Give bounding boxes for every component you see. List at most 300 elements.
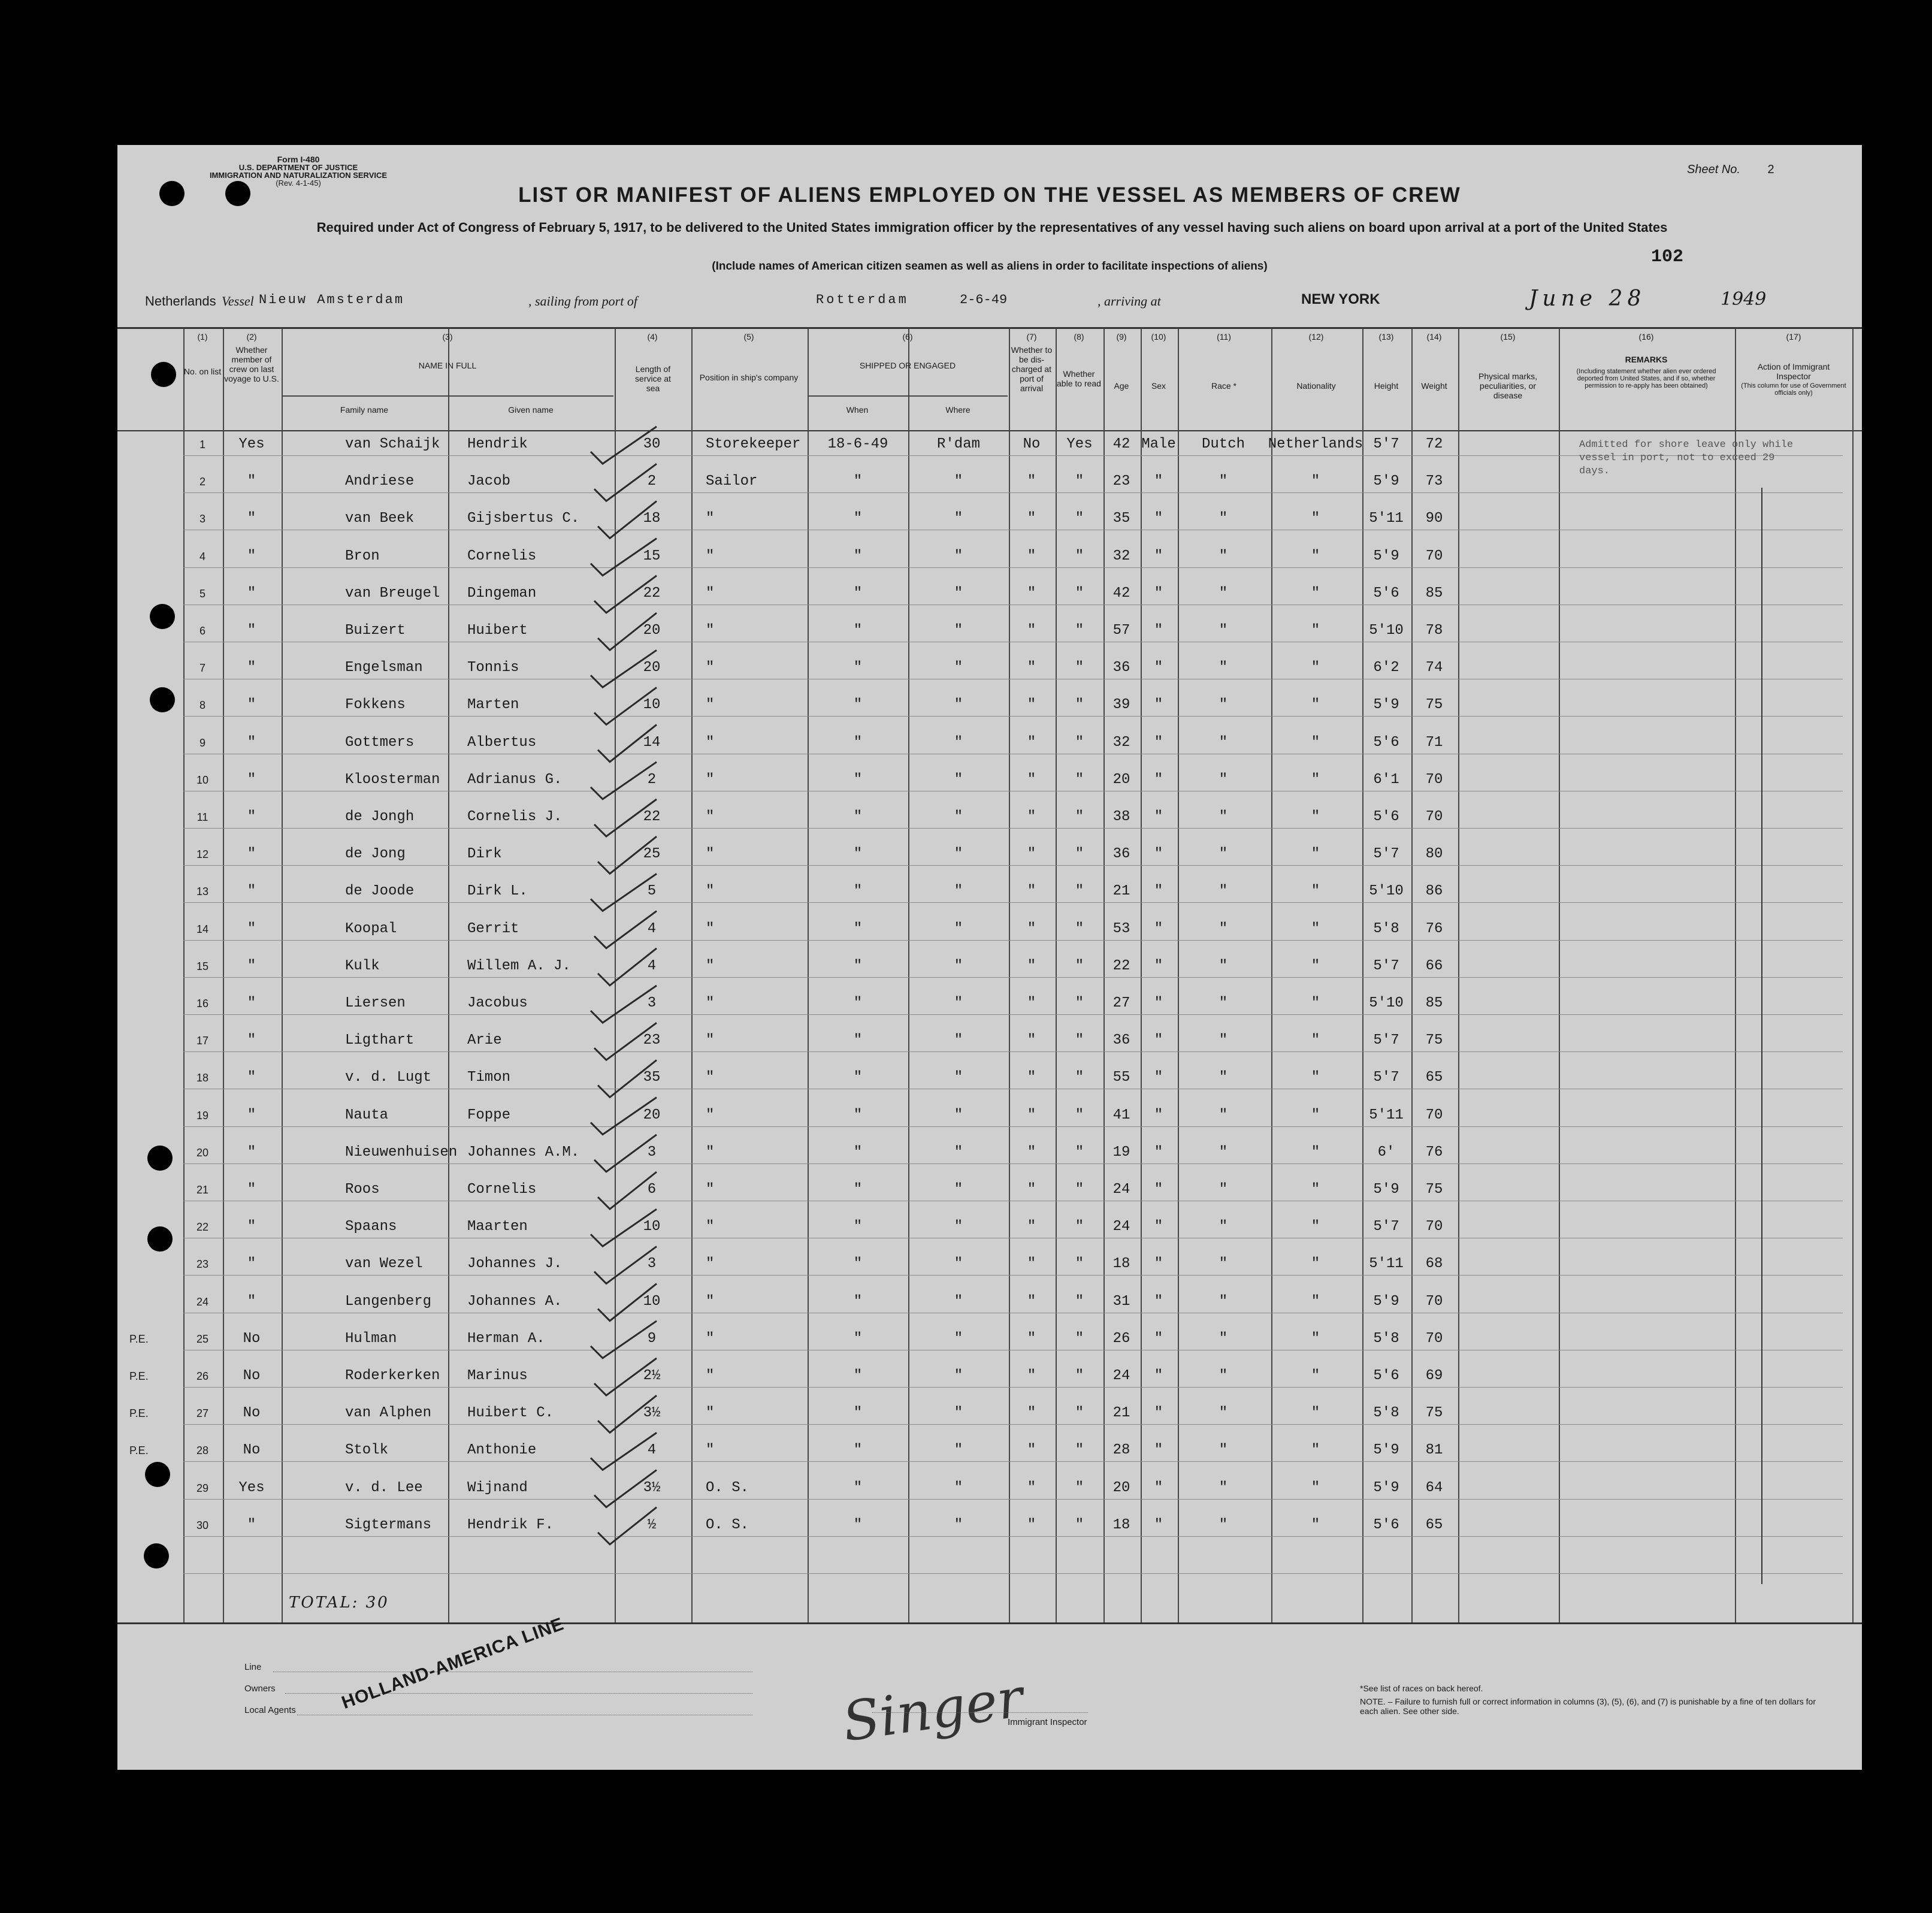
cell-discharge: " (1027, 1330, 1036, 1347)
agents-label: Local Agents (244, 1705, 296, 1715)
col-action-detail: (This column for use of Government officials only) (1741, 382, 1846, 397)
cell-position: " (706, 920, 715, 937)
cell-service: 4 (647, 920, 657, 937)
cell-given: Maarten (467, 1219, 528, 1235)
col-num-14: (14) (1426, 332, 1442, 342)
cell-family: Andriese (345, 473, 415, 490)
cell-when: " (853, 697, 863, 714)
cell-discharge: " (1027, 1219, 1036, 1235)
cell-given: Cornelis J. (467, 809, 563, 825)
col-label-3: NAME IN FULL (418, 361, 477, 370)
cell-service: 20 (643, 660, 661, 676)
cell-race: " (1219, 1219, 1228, 1235)
cell-race: " (1219, 1256, 1228, 1273)
cell-where: " (954, 1069, 963, 1086)
cell-discharge: " (1027, 622, 1036, 639)
col-label-10: Sex (1151, 381, 1166, 391)
col-label-14: Weight (1421, 381, 1447, 391)
cell-where: " (954, 1256, 963, 1273)
cell-service: 6 (647, 1181, 657, 1198)
cell-no: 21 (196, 1184, 209, 1196)
cell-height: 5'6 (1373, 1516, 1399, 1533)
cell-race: " (1219, 1032, 1228, 1049)
cell-where: " (954, 1144, 963, 1161)
cell-race: " (1219, 883, 1228, 900)
col-num-17: (17) (1786, 332, 1801, 342)
fine-note (1360, 1697, 1821, 1716)
cell-nat: " (1311, 1479, 1320, 1496)
cell-weight: 68 (1425, 1256, 1443, 1273)
cell-where: " (954, 1330, 963, 1347)
cell-given: Johannes J. (467, 1256, 563, 1273)
cell-no: 6 (199, 625, 205, 637)
cell-no: 1 (199, 439, 205, 451)
col-num-5: (5) (743, 332, 754, 342)
cell-when: " (853, 660, 863, 676)
cell-read: " (1075, 548, 1084, 564)
cell-last: " (247, 1516, 256, 1533)
cell-family: Kloosterman (345, 771, 440, 788)
cell-where: " (954, 809, 963, 825)
cell-when: " (853, 995, 863, 1011)
col-num-15: (15) (1500, 332, 1516, 342)
cell-nat: " (1311, 1219, 1320, 1235)
cell-last: " (247, 622, 256, 639)
cell-no: 9 (199, 736, 205, 749)
cell-read: " (1075, 920, 1084, 937)
col-label-12: Nationality (1296, 381, 1336, 391)
cell-service: 2½ (643, 1368, 661, 1384)
cell-weight: 70 (1425, 1293, 1443, 1310)
cell-weight: 75 (1425, 1181, 1443, 1198)
cell-race: " (1219, 1405, 1228, 1422)
cell-where: " (954, 1032, 963, 1049)
cell-position: " (706, 585, 715, 602)
cell-service: 20 (643, 622, 661, 639)
col-label-15: Physical marks, peculiarities, or disease (1478, 371, 1538, 400)
cell-last: " (247, 1293, 256, 1310)
cell-height: 5'9 (1373, 473, 1399, 490)
cell-position: " (706, 1069, 715, 1086)
sheet-value: 2 (1767, 163, 1774, 176)
cell-position: " (706, 622, 715, 639)
cell-when: " (853, 1181, 863, 1198)
cell-position: " (706, 1032, 715, 1049)
cell-where: " (954, 734, 963, 751)
cell-position: " (706, 957, 715, 974)
cell-family: van Wezel (345, 1256, 423, 1273)
col-num-2: (2) (246, 332, 257, 342)
cell-race: " (1219, 1330, 1228, 1347)
cell-last: " (247, 957, 256, 974)
cell-age: 20 (1112, 1479, 1130, 1496)
col-num-10: (10) (1151, 332, 1166, 342)
cell-no: 12 (196, 848, 209, 861)
cell-weight: 64 (1425, 1479, 1443, 1496)
cell-read: " (1075, 995, 1084, 1011)
cell-position: " (706, 1144, 715, 1161)
cell-weight: 66 (1425, 957, 1443, 974)
cell-service: 3½ (643, 1479, 661, 1496)
cell-read: " (1075, 1107, 1084, 1123)
cell-height: 5'9 (1373, 1293, 1399, 1310)
cell-when: " (853, 548, 863, 564)
cell-service: 4 (647, 957, 657, 974)
cell-where: " (954, 771, 963, 788)
arriving-label: , arriving at (1097, 294, 1161, 309)
cell-position: " (706, 510, 715, 527)
cell-where: " (954, 548, 963, 564)
cell-nat: " (1311, 1144, 1320, 1161)
cell-read: " (1075, 660, 1084, 676)
col-label-2: Whether member of crew on last voyage to U.S. (224, 345, 279, 383)
cell-service: 35 (643, 1069, 661, 1086)
cell-family: de Joode (345, 883, 415, 900)
cell-age: 24 (1112, 1368, 1130, 1384)
cell-height: 5'10 (1369, 883, 1404, 900)
cell-given: Johannes A. (467, 1293, 563, 1310)
cell-service: 4 (647, 1442, 657, 1459)
cell-age: 32 (1112, 734, 1130, 751)
col-num-8: (8) (1074, 332, 1084, 342)
cell-sex: " (1154, 1368, 1163, 1384)
cell-weight: 69 (1425, 1368, 1443, 1384)
cell-where: " (954, 1107, 963, 1123)
cell-family: Buizert (345, 622, 406, 639)
cell-no: 27 (196, 1407, 209, 1420)
cell-sex: " (1154, 995, 1163, 1011)
cell-given: Adrianus G. (467, 771, 563, 788)
cell-age: 42 (1112, 585, 1130, 602)
cell-height: 5'7 (1373, 1032, 1399, 1049)
cell-age: 35 (1112, 510, 1130, 527)
cell-nat: " (1311, 995, 1320, 1011)
cell-service: 3 (647, 1256, 657, 1273)
cell-last: Yes (238, 1479, 265, 1496)
cell-nat: " (1311, 957, 1320, 974)
cell-height: 5'6 (1373, 585, 1399, 602)
cell-height: 6' (1377, 1144, 1395, 1161)
cell-when: " (853, 585, 863, 602)
col-num-12: (12) (1308, 332, 1324, 342)
cell-race: " (1219, 473, 1228, 490)
cell-where: " (954, 883, 963, 900)
cell-age: 55 (1112, 1069, 1130, 1086)
cell-service: 15 (643, 548, 661, 564)
cell-position: " (706, 1442, 715, 1459)
cell-last: " (247, 1219, 256, 1235)
departure-port: Rotterdam (816, 292, 909, 307)
cell-family: v. d. Lugt (345, 1069, 432, 1086)
cell-position: " (706, 548, 715, 564)
cell-last: " (247, 809, 256, 825)
cell-where: " (954, 622, 963, 639)
cell-position: " (706, 809, 715, 825)
cell-when: " (853, 920, 863, 937)
cell-family: Nieuwenhuisen (345, 1144, 458, 1161)
races-note: *See list of races on back hereof. (1360, 1684, 1483, 1693)
cell-read: " (1075, 1479, 1084, 1496)
cell-height: 5'8 (1373, 920, 1399, 937)
cell-discharge: " (1027, 1256, 1036, 1273)
cell-weight: 76 (1425, 920, 1443, 937)
cell-height: 6'1 (1373, 771, 1399, 788)
inspector-signature: Singer (839, 1666, 1027, 1754)
cell-when: " (853, 1368, 863, 1384)
cell-service: 25 (643, 846, 661, 863)
cell-discharge: " (1027, 1516, 1036, 1533)
cell-height: 5'11 (1369, 1107, 1404, 1123)
cell-no: 5 (199, 587, 205, 600)
cell-height: 5'8 (1373, 1405, 1399, 1422)
cell-discharge: " (1027, 734, 1036, 751)
cell-where: " (954, 1405, 963, 1422)
cell-last: " (247, 1144, 256, 1161)
cell-where: " (954, 585, 963, 602)
fine-note-text: – Failure to furnish full or correct information in columns (3), (5), (6), and (7) is punishable by a fine of ten dollars for each alien. See other side. (1360, 1697, 1816, 1716)
cell-race: " (1219, 622, 1228, 639)
cell-age: 24 (1112, 1219, 1130, 1235)
cell-race: " (1219, 548, 1228, 564)
cell-last: " (247, 920, 256, 937)
cell-last: " (247, 771, 256, 788)
cell-last: " (247, 585, 256, 602)
cell-read: " (1075, 1330, 1084, 1347)
cell-age: 38 (1112, 809, 1130, 825)
cell-sex: " (1154, 734, 1163, 751)
cell-discharge: " (1027, 585, 1036, 602)
cell-age: 28 (1112, 1442, 1130, 1459)
cell-age: 57 (1112, 622, 1130, 639)
cell-sex: " (1154, 1107, 1163, 1123)
cell-last: " (247, 697, 256, 714)
cell-read: " (1075, 1516, 1084, 1533)
cell-family: Koopal (345, 920, 397, 937)
cell-nat: " (1311, 1405, 1320, 1422)
cell-race: " (1219, 660, 1228, 676)
cell-sex: " (1154, 1293, 1163, 1310)
cell-discharge: " (1027, 473, 1036, 490)
cell-race: " (1219, 1293, 1228, 1310)
cell-given: Hendrik (467, 436, 528, 452)
cell-position: O. S. (706, 1516, 749, 1533)
document-subtitle: Required under Act of Congress of February 5, 1917, to be delivered to the United States immigration officer by the representatives of any vessel having such aliens on board upon arrival at a port of the United States (316, 220, 1668, 235)
cell-weight: 80 (1425, 846, 1443, 863)
cell-read: " (1075, 1219, 1084, 1235)
cell-height: 5'9 (1373, 1181, 1399, 1198)
remarks-note: Admitted for shore leave only while vessel in port, not to exceed 29 days. (1579, 439, 1794, 477)
cell-where: " (954, 1516, 963, 1533)
col-num-4: (4) (647, 332, 658, 342)
col-given: Given name (508, 405, 554, 415)
cell-weight: 85 (1425, 585, 1443, 602)
cell-nat: " (1311, 548, 1320, 564)
cell-where: " (954, 473, 963, 490)
cell-age: 20 (1112, 771, 1130, 788)
cell-no: 30 (196, 1519, 209, 1531)
col-num-6: (6) (902, 332, 913, 342)
cell-no: 29 (196, 1482, 209, 1494)
cell-nat: " (1311, 1069, 1320, 1086)
cell-discharge: " (1027, 548, 1036, 564)
cell-age: 23 (1112, 473, 1130, 490)
col-label-13: Height (1374, 381, 1399, 391)
departure-date: 2-6-49 (960, 292, 1008, 307)
cell-last: No (243, 1368, 261, 1384)
cell-discharge: " (1027, 510, 1036, 527)
col-where: Where (945, 405, 970, 415)
cell-age: 32 (1112, 548, 1130, 564)
cell-where: " (954, 697, 963, 714)
cell-sex: " (1154, 1330, 1163, 1347)
cell-nat: " (1311, 1181, 1320, 1198)
cell-position: " (706, 1107, 715, 1123)
sailing-label: , sailing from port of (528, 294, 637, 309)
cell-family: Fokkens (345, 697, 406, 714)
cell-nat: " (1311, 1256, 1320, 1273)
cell-family: Nauta (345, 1107, 389, 1123)
cell-position: " (706, 1368, 715, 1384)
cell-nat: " (1311, 1293, 1320, 1310)
cell-read: " (1075, 1405, 1084, 1422)
cell-given: Willem A. J. (467, 957, 571, 974)
form-department: U.S. DEPARTMENT OF JUSTICE (238, 163, 358, 172)
cell-no: 15 (196, 960, 209, 972)
cell-service: 22 (643, 585, 661, 602)
cell-last: " (247, 846, 256, 863)
cell-age: 53 (1112, 920, 1130, 937)
col-num-13: (13) (1378, 332, 1394, 342)
cell-when: " (853, 1256, 863, 1273)
cell-when: " (853, 1479, 863, 1496)
cell-when: " (853, 846, 863, 863)
cell-sex: " (1154, 1144, 1163, 1161)
cell-read: " (1075, 1293, 1084, 1310)
cell-no: 16 (196, 998, 209, 1010)
cell-where: " (954, 846, 963, 863)
cell-read: " (1075, 1256, 1084, 1273)
cell-when: " (853, 1516, 863, 1533)
col-num-9: (9) (1116, 332, 1127, 342)
cell-weight: 71 (1425, 734, 1443, 751)
cell-given: Cornelis (467, 548, 537, 564)
cell-where: " (954, 1479, 963, 1496)
cell-service: 14 (643, 734, 661, 751)
cell-race: " (1219, 957, 1228, 974)
cell-when: " (853, 622, 863, 639)
cell-family: Hulman (345, 1330, 397, 1347)
signature-line (872, 1712, 1088, 1713)
cell-race: " (1219, 585, 1228, 602)
cell-race: " (1219, 1516, 1228, 1533)
cell-height: 5'9 (1373, 697, 1399, 714)
cell-where: " (954, 660, 963, 676)
cell-when: " (853, 510, 863, 527)
cell-age: 18 (1112, 1516, 1130, 1533)
cell-discharge: " (1027, 1107, 1036, 1123)
cell-read: " (1075, 473, 1084, 490)
cell-weight: 81 (1425, 1442, 1443, 1459)
cell-height: 5'9 (1373, 1442, 1399, 1459)
arrival-year: 1949 (1721, 289, 1767, 310)
cell-when: " (853, 1442, 863, 1459)
cell-no: 10 (196, 773, 209, 786)
cell-age: 39 (1112, 697, 1130, 714)
cell-discharge: No (1023, 436, 1041, 452)
cell-age: 26 (1112, 1330, 1130, 1347)
sheet-label: Sheet No. (1687, 163, 1740, 176)
cell-sex: " (1154, 883, 1163, 900)
cell-family: van Breugel (345, 585, 440, 602)
cell-height: 5'7 (1373, 1069, 1399, 1086)
owners-label: Owners (244, 1684, 276, 1694)
cell-nat: " (1311, 1107, 1320, 1123)
cell-last: " (247, 548, 256, 564)
cell-discharge: " (1027, 809, 1036, 825)
cell-given: Cornelis (467, 1181, 537, 1198)
cell-given: Dirk L. (467, 883, 528, 900)
cell-height: 5'10 (1369, 995, 1404, 1011)
cell-discharge: " (1027, 1181, 1036, 1198)
cell-height: 5'8 (1373, 1330, 1399, 1347)
cell-pe: P.E. (129, 1370, 149, 1382)
cell-given: Marinus (467, 1368, 528, 1384)
form-number: Form I-480 (277, 155, 320, 164)
cell-sex: " (1154, 1219, 1163, 1235)
cell-position: O. S. (706, 1479, 749, 1496)
cell-when: " (853, 1219, 863, 1235)
cell-pe: P.E. (129, 1332, 149, 1345)
cell-position: " (706, 734, 715, 751)
cell-race: " (1219, 1181, 1228, 1198)
cell-age: 36 (1112, 660, 1130, 676)
cell-height: 5'7 (1373, 1219, 1399, 1235)
cell-nat: " (1311, 1330, 1320, 1347)
cell-when: 18-6-49 (827, 436, 888, 452)
cell-no: 14 (196, 923, 209, 935)
cell-race: " (1219, 771, 1228, 788)
cell-position: " (706, 883, 715, 900)
cell-where: " (954, 1293, 963, 1310)
cell-nat: " (1311, 697, 1320, 714)
cell-weight: 75 (1425, 1405, 1443, 1422)
cell-discharge: " (1027, 957, 1036, 974)
cell-race: " (1219, 1442, 1228, 1459)
cell-discharge: " (1027, 883, 1036, 900)
cell-race: " (1219, 1479, 1228, 1496)
cell-read: " (1075, 697, 1084, 714)
cell-given: Hendrik F. (467, 1516, 554, 1533)
cell-last: " (247, 1069, 256, 1086)
cell-height: 5'7 (1373, 846, 1399, 863)
cell-read: " (1075, 1144, 1084, 1161)
cell-nat: " (1311, 1442, 1320, 1459)
cell-age: 42 (1112, 436, 1130, 452)
cell-weight: 70 (1425, 1219, 1443, 1235)
cell-family: Gottmers (345, 734, 415, 751)
cell-age: 36 (1112, 1032, 1130, 1049)
cell-weight: 70 (1425, 548, 1443, 564)
cell-discharge: " (1027, 1293, 1036, 1310)
cell-weight: 73 (1425, 473, 1443, 490)
cell-family: Spaans (345, 1219, 397, 1235)
cell-given: Marten (467, 697, 519, 714)
cell-nat: " (1311, 1032, 1320, 1049)
cell-read: Yes (1066, 436, 1093, 452)
cell-where: " (954, 995, 963, 1011)
cell-last: " (247, 473, 256, 490)
cell-service: 3½ (643, 1405, 661, 1422)
